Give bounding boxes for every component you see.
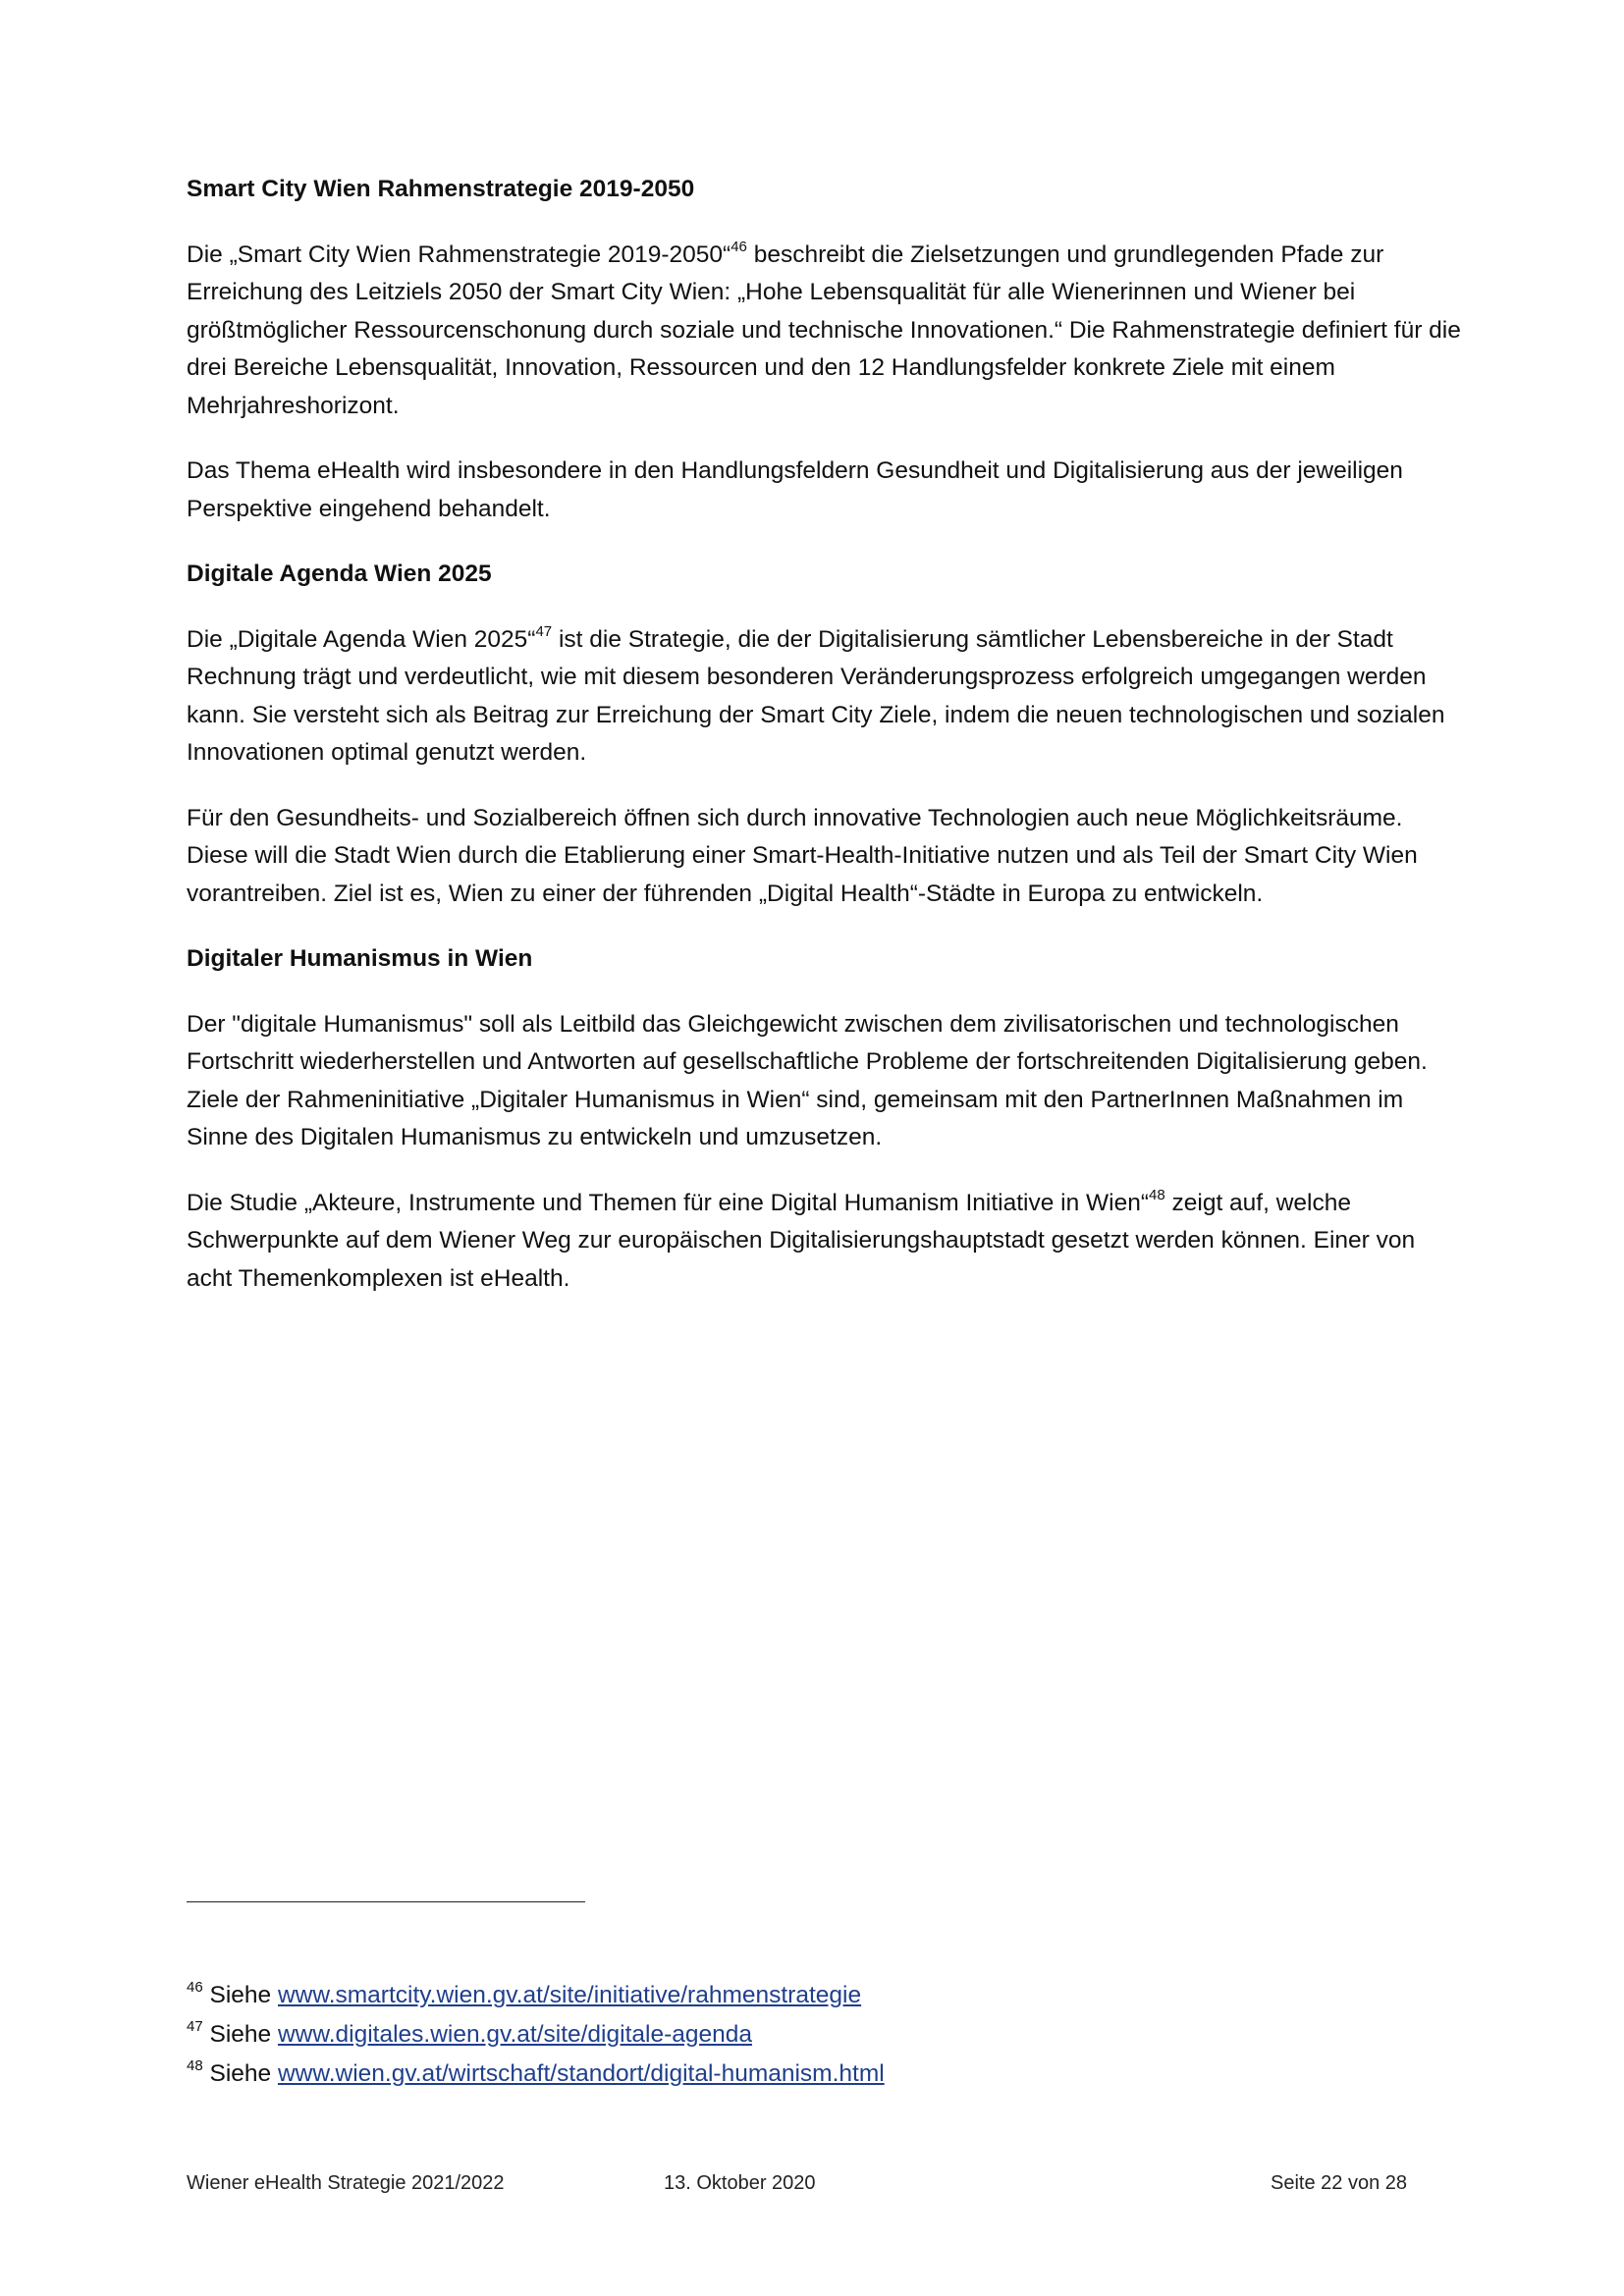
footnote-48: $^{48}$ Siehe www.wien.gv.at/wirtschaft/standort/digital-humanism.html bbox=[187, 2057, 885, 2087]
paragraph-smart-city-intro: Die „Smart City Wien Rahmenstrategie 2019-2050“$^{46}$ beschreibt die Zielsetzungen und grundlegenden Pfade zur Erreichung des Leitziels 2050 der Smart City Wien: „Hohe Lebensqualität für alle Wienerinnen und Wiener bei größtmöglicher Ressourcenschonung durch soziale und technische Innovationen.“ Die Rahmenstrategie definiert für die drei Bereiche Lebensqualität, Innovation, Ressourcen und den 12 Handlungsfelder konkrete Ziele mit einem Mehrjahreshorizont. bbox=[187, 238, 1461, 419]
section-heading-smart-city: Smart City Wien Rahmenstrategie 2019-2050 bbox=[187, 176, 695, 202]
footnote-ref-46[interactable]: 46 bbox=[731, 238, 747, 255]
footnote-ref-47[interactable]: 47 bbox=[535, 622, 553, 640]
paragraph-digitale-agenda-intro: Die „Digitale Agenda Wien 2025“$^{47}$ ist die Strategie, die der Digitalisierung sämtlicher Lebensbereiche in der Stadt Rechnung trägt und verdeutlicht, wie mit diesem besonderen Veränderungsprozess erfolgreich umgegangen werden kann. Sie versteht sich als Beitrag zur Erreichung der Smart City Ziele, indem die neuen technologischen und sozialen Innovationen optimal genutzt werden. bbox=[187, 622, 1445, 766]
paragraph-gesundheit-sozial: Für den Gesundheits- und Sozialbereich öffnen sich durch innovative Technologien auch neue Möglichkeitsräume. Diese will die Stadt Wien durch die Etablierung einer Smart-Health-Initiative nutzen und als Teil der Smart City Wien vorantreiben. Ziel ist es, Wien zu einer der führenden „Digital Health“-Städte in Europa zu entwickeln. bbox=[187, 804, 1418, 907]
footnote-divider bbox=[187, 1901, 585, 1902]
document-body bbox=[187, 171, 1463, 1298]
section-heading-digitaler-humanismus: Digitaler Humanismus in Wien bbox=[187, 945, 533, 972]
footnote-ref-48[interactable]: 48 bbox=[1149, 1186, 1165, 1203]
footer-date: 13. Oktober 2020 bbox=[664, 2172, 816, 2194]
footnote-link-smartcity[interactable]: www.smartcity.wien.gv.at/site/initiative/rahmenstrategie bbox=[277, 1982, 862, 2008]
paragraph-ehealth-fields: Das Thema eHealth wird insbesondere in den Handlungsfeldern Gesundheit und Digitalisierung aus der jeweiligen Perspektive eingehend behandelt. bbox=[187, 457, 1403, 522]
footer-page-number: Seite 22 von 28 bbox=[1271, 2172, 1407, 2194]
paragraph-studie: Die Studie „Akteure, Instrumente und Themen für eine Digital Humanism Initiative in Wien“$^{48}$ zeigt auf, welche Schwerpunkte auf dem Wiener Weg zur europäischen Digitalisierungshauptstadt gesetzt werden können. Einer von acht Themenkomplexen ist eHealth. bbox=[187, 1186, 1416, 1292]
footnote-47: $^{47}$ Siehe www.digitales.wien.gv.at/site/digitale-agenda bbox=[187, 2018, 752, 2048]
footer-document-title: Wiener eHealth Strategie 2021/2022 bbox=[187, 2172, 505, 2194]
footnote-link-digitale-agenda[interactable]: www.digitales.wien.gv.at/site/digitale-agenda bbox=[277, 2021, 752, 2048]
footnotes bbox=[187, 1976, 885, 2094]
footnote-46: $^{46}$ Siehe www.smartcity.wien.gv.at/site/initiative/rahmenstrategie bbox=[187, 1979, 862, 2008]
page-footer bbox=[0, 2172, 1624, 2202]
section-heading-digitale-agenda: Digitale Agenda Wien 2025 bbox=[187, 561, 492, 587]
footnote-link-digital-humanism[interactable]: www.wien.gv.at/wirtschaft/standort/digital-humanism.html bbox=[277, 2060, 885, 2087]
paragraph-digitaler-humanismus: Der "digitale Humanismus" soll als Leitbild das Gleichgewicht zwischen dem zivilisatorischen und technologischen Fortschritt wiederherstellen und Antworten auf gesellschaftliche Probleme der fortschreitenden Digitalisierung geben. Ziele der Rahmeninitiative „Digitaler Humanismus in Wien“ sind, gemeinsam mit den PartnerInnen Maßnahmen im Sinne des Digitalen Humanismus zu entwickeln und umzusetzen. bbox=[187, 1010, 1428, 1150]
